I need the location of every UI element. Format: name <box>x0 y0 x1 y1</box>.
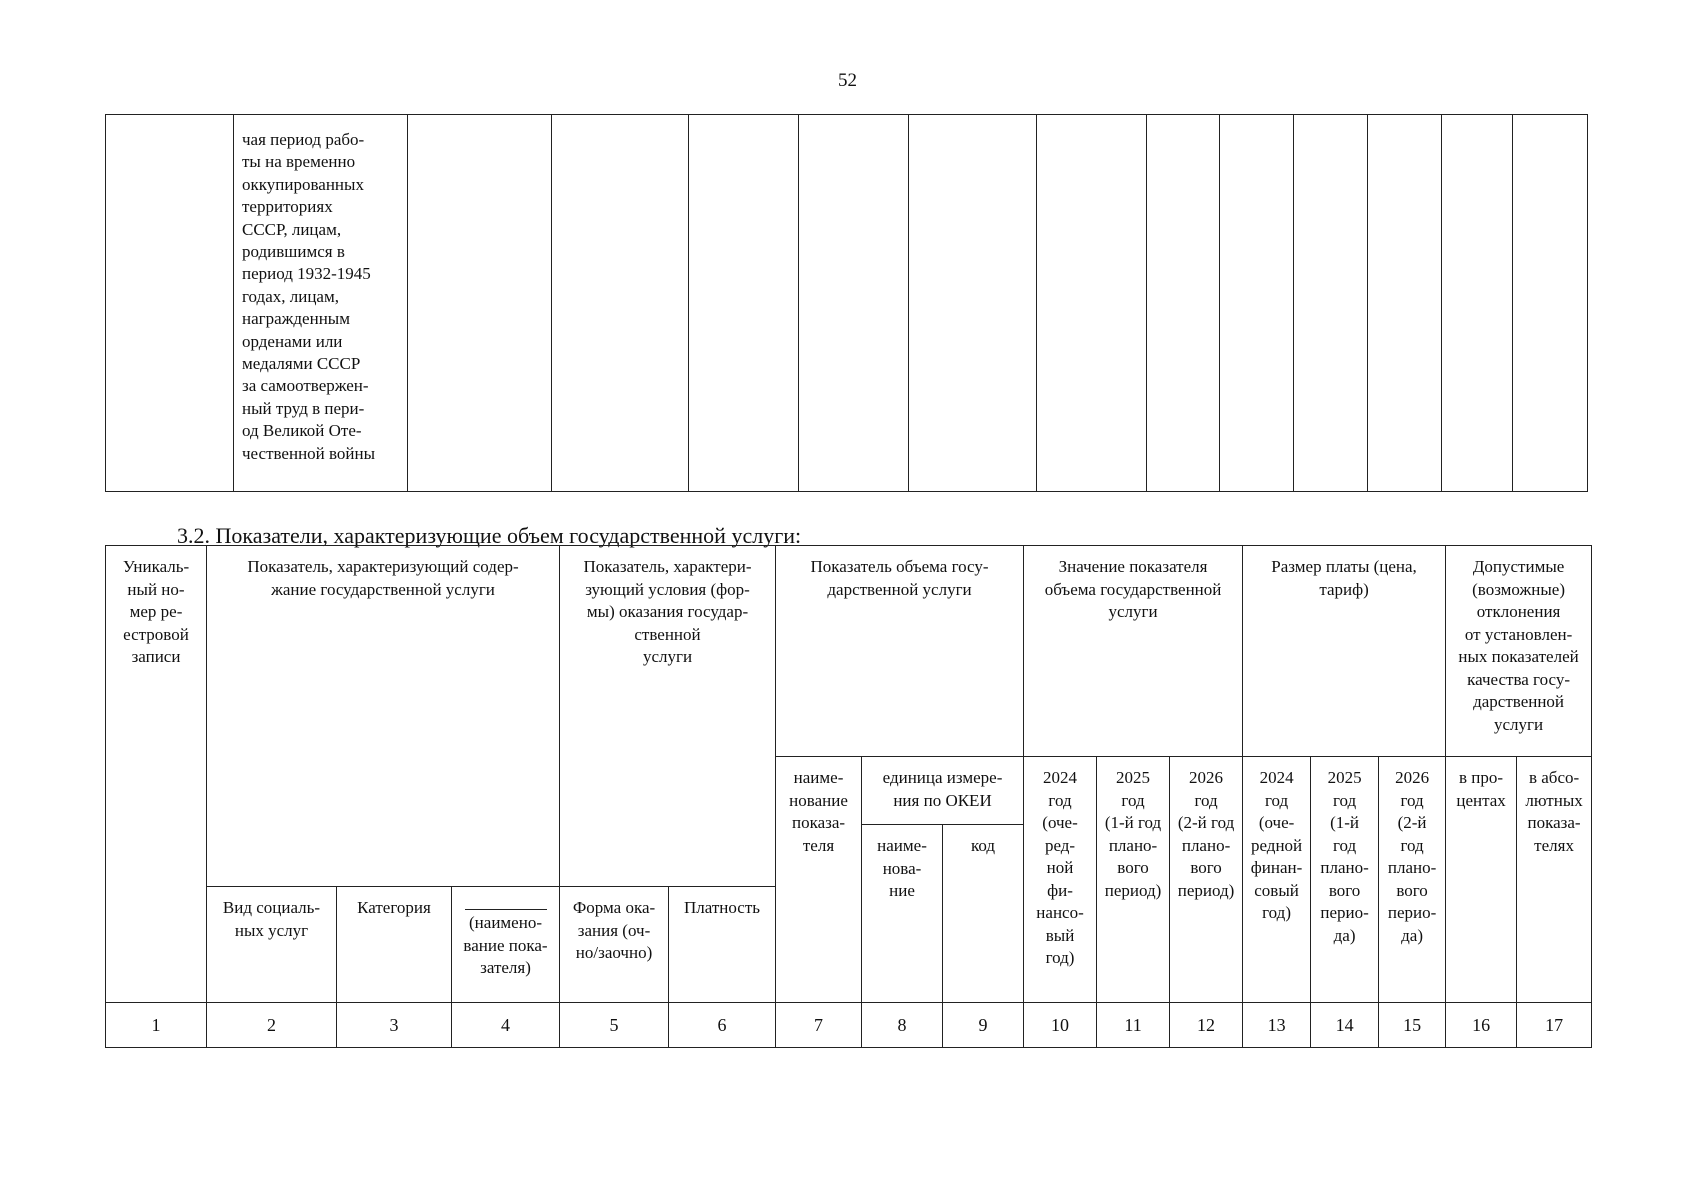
column-number: 17 <box>1517 1003 1592 1048</box>
continuation-row <box>106 115 1588 492</box>
description-line: од Великой Оте- <box>242 421 362 441</box>
description-line: годах, лицам, <box>242 286 339 306</box>
cell-empty <box>1368 115 1442 492</box>
description-line: чая период рабо- <box>242 130 365 149</box>
description-line: чественной войны <box>242 443 376 463</box>
cell-empty <box>799 115 909 492</box>
header-volume-value: Значение показателя объема государственной услуги <box>1024 546 1243 757</box>
header-fee: Размер платы (цена, тариф) <box>1243 546 1446 757</box>
column-number: 10 <box>1024 1003 1097 1048</box>
header-service-form: Форма ока- зания (оч- но/заочно) <box>560 887 669 1003</box>
column-number: 6 <box>669 1003 776 1048</box>
cell-empty <box>1147 115 1220 492</box>
cell-empty <box>1220 115 1294 492</box>
header-value-2025: 2025 год (1-й год плано- вого период) <box>1097 757 1170 1003</box>
cell-empty <box>1513 115 1588 492</box>
header-okei-name: наиме- нова- ние <box>862 825 943 1003</box>
column-number: 5 <box>560 1003 669 1048</box>
description-line: за самоотвержен- <box>242 376 369 396</box>
header-indicator-placeholder: (наимено- вание пока- зателя) <box>463 913 548 977</box>
description-line: ный труд в пери- <box>242 398 365 418</box>
header-value-2026: 2026 год (2-й год плано- вого период) <box>1170 757 1243 1003</box>
cell-empty <box>689 115 799 492</box>
header-deviation-absolute: в абсо- лютных показа- телях <box>1517 757 1592 1003</box>
description-line: орденами или <box>242 331 343 351</box>
column-number: 9 <box>943 1003 1024 1048</box>
header-service-type: Вид социаль- ных услуг <box>207 887 337 1003</box>
description-line: медалями СССР <box>242 354 361 374</box>
cell-empty <box>1294 115 1368 492</box>
description-line: территориях <box>242 197 333 217</box>
column-number: 14 <box>1311 1003 1379 1048</box>
column-number: 4 <box>452 1003 560 1048</box>
description-line: оккупированных <box>242 174 364 194</box>
column-number: 8 <box>862 1003 943 1048</box>
column-number: 3 <box>337 1003 452 1048</box>
cell-empty <box>1442 115 1513 492</box>
description-line: награжденным <box>242 309 350 329</box>
header-allowed-deviation: Допустимые (возможные) отклонения от установлен- ных показателей качества госу- дарственной услуги <box>1446 546 1592 757</box>
description-line: родившимся в <box>242 242 345 262</box>
header-volume-indicator: Показатель объема госу- дарственной услуги <box>776 546 1024 757</box>
column-number: 16 <box>1446 1003 1517 1048</box>
volume-indicators-table <box>105 545 1592 1048</box>
column-number-row <box>106 1003 1592 1048</box>
cell-empty <box>909 115 1037 492</box>
header-indicator-name: наиме- нование показа- теля <box>776 757 862 1003</box>
cell-empty <box>552 115 689 492</box>
header-conditions-indicator: Показатель, характери- зующий условия (фор- мы) оказания государ- ственной услуги <box>560 546 776 887</box>
header-deviation-percent: в про- центах <box>1446 757 1517 1003</box>
header-category: Категория <box>337 887 452 1003</box>
column-number: 15 <box>1379 1003 1446 1048</box>
header-fee-2024: 2024 год (оче- редной финан- совый год) <box>1243 757 1311 1003</box>
description-line: ты на временно <box>242 152 356 172</box>
column-number: 1 <box>106 1003 207 1048</box>
header-payment: Платность <box>669 887 776 1003</box>
column-number: 11 <box>1097 1003 1170 1048</box>
header-fee-2025: 2025 год (1-й год плано- вого перио- да) <box>1311 757 1379 1003</box>
column-number: 12 <box>1170 1003 1243 1048</box>
description-line: СССР, лицам, <box>242 219 342 239</box>
cell-empty <box>106 115 234 492</box>
header-content-indicator: Показатель, характеризующий содер- жание государственной услуги <box>207 546 560 887</box>
header-okei-unit: единица измере- ния по ОКЕИ <box>862 757 1024 825</box>
blank-fill-line <box>465 903 547 910</box>
header-okei-code: код <box>943 825 1024 1003</box>
cell-empty <box>408 115 552 492</box>
page-number: 52 <box>838 70 857 91</box>
cell-empty <box>1037 115 1147 492</box>
column-number: 13 <box>1243 1003 1311 1048</box>
column-number: 2 <box>207 1003 337 1048</box>
column-number: 7 <box>776 1003 862 1048</box>
header-row-1 <box>106 546 1592 757</box>
description-line: период 1932-1945 <box>242 264 371 284</box>
section-title: 3.2. Показатели, характеризующие объем государственной услуги: <box>177 523 802 548</box>
continuation-table <box>105 114 1588 492</box>
header-value-2024: 2024 год (оче- ред- ной фи- нансо- вый год) <box>1024 757 1097 1003</box>
category-description-cell <box>234 115 408 492</box>
header-fee-2026: 2026 год (2-й год плано- вого перио- да) <box>1379 757 1446 1003</box>
header-indicator-placeholder-cell <box>452 887 560 1003</box>
header-unique-number: Уникаль- ный но- мер ре- естровой записи <box>106 546 207 1003</box>
